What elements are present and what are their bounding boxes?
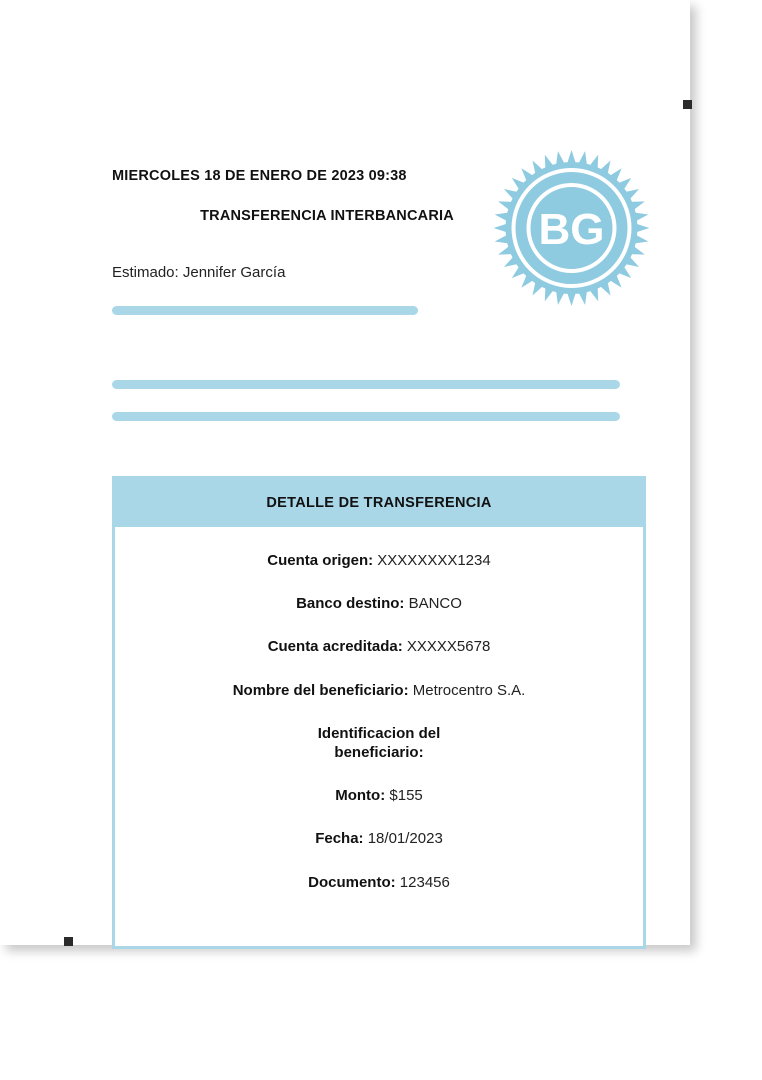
detail-label: Fecha: [315,830,364,848]
detail-value: BANCO [408,595,462,613]
detail-value: 18/01/2023 [367,830,443,848]
detail-label: Nombre del beneficiario: [232,681,409,699]
page-title: TRANSFERENCIA INTERBANCARIA [200,208,454,224]
placeholder-bar-1 [112,306,418,315]
detail-value: XXXXXXXX1234 [377,552,491,569]
detail-value: 123456 [399,873,450,891]
detail-row [145,724,613,762]
corner-marker-top-right [683,100,692,109]
bank-seal-logo [494,148,649,308]
detail-row [145,594,613,613]
detail-row [145,681,613,700]
detail-row [145,786,613,805]
detail-value: XXXXX5678 [406,638,491,656]
corner-marker-bottom-left [64,937,73,946]
detail-value: Metrocentro S.A. [412,681,526,699]
placeholder-bar-2 [112,380,620,389]
detail-row [145,829,613,848]
detail-row [145,551,613,570]
detail-label: Cuenta acreditada: [267,638,403,656]
detail-label: Documento: [308,873,396,891]
greeting-line: Estimado: Jennifer García [112,264,286,281]
detail-label: Cuenta origen: [267,552,374,569]
detail-card-body [115,527,643,946]
seal-initials: BG [538,205,605,254]
detail-card-header: DETALLE DE TRANSFERENCIA [115,479,643,527]
detail-row [145,637,613,656]
document-date: MIERCOLES 18 DE ENERO DE 2023 09:38 [112,168,407,184]
transfer-detail-card [112,476,646,949]
detail-label: Banco destino: [296,595,405,613]
detail-value: $155 [389,787,423,805]
placeholder-bar-3 [112,412,620,421]
detail-label: Monto: [335,787,386,805]
detail-label: Identificacion del beneficiario: [317,724,441,761]
detail-row [145,873,613,892]
